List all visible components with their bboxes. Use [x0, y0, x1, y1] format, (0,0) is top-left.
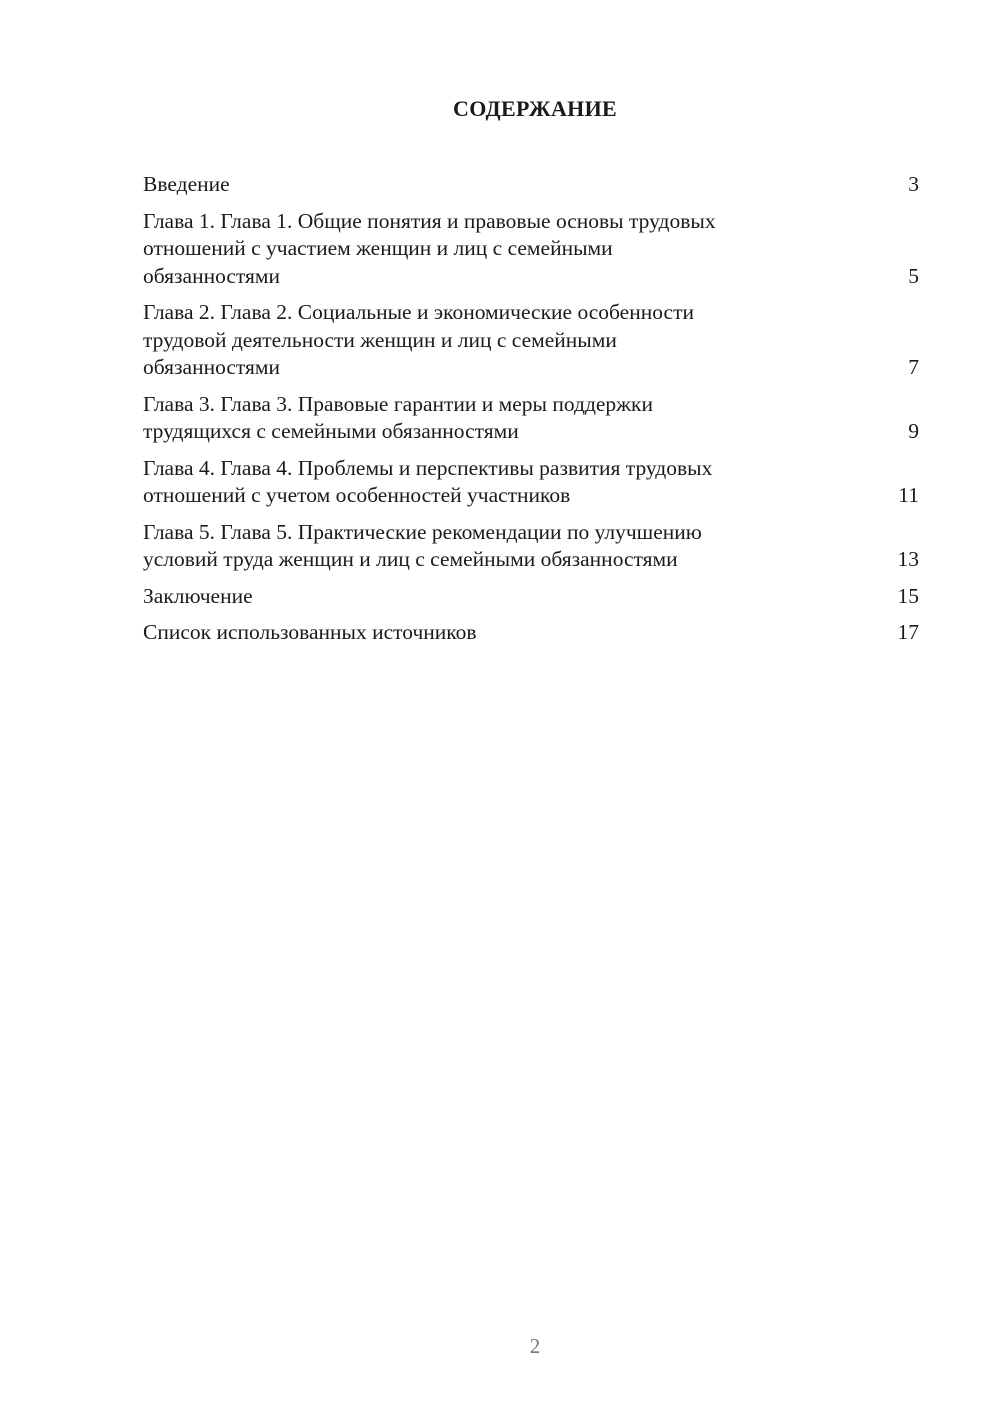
page-number: 2 — [529, 1334, 541, 1358]
toc-entry-page: 17 — [897, 620, 919, 644]
toc-entry-title: Список использованных источников — [143, 620, 477, 644]
toc-entry-chapter-1 — [143, 208, 919, 291]
toc-entry-title: Глава 2. Глава 2. Социальные и экономические особенности трудовой деятельности женщин и лиц с семейными обязанностями — [143, 300, 694, 379]
toc-entry-title: Глава 3. Глава 3. Правовые гарантии и меры поддержки трудящихся с семейными обязанностями — [143, 391, 653, 443]
toc-entry-chapter-3 — [143, 391, 919, 446]
toc-entry-page: 7 — [908, 355, 919, 379]
toc-entry-page: 5 — [908, 263, 919, 288]
toc-entry-title: Заключение — [143, 583, 253, 608]
toc-entry-page: 9 — [908, 419, 919, 443]
toc-entry-page: 15 — [897, 583, 919, 608]
toc-entry-chapter-4 — [143, 455, 919, 510]
toc-entry-chapter-5 — [143, 519, 919, 574]
toc-entry-title: Глава 4. Глава 4. Проблемы и перспективы развития трудовых отношений с учетом особенностей участников — [143, 455, 713, 507]
toc-entry-page: 3 — [908, 172, 919, 196]
toc-entry-references — [143, 619, 919, 647]
toc-entry-page: 11 — [898, 483, 919, 507]
toc-entry-title: Глава 5. Глава 5. Практические рекомендации по улучшению условий труда женщин и лиц с семейными обязанностями — [143, 519, 702, 571]
page-title: СОДЕРЖАНИЕ — [453, 96, 617, 121]
table-of-contents — [143, 171, 919, 656]
toc-entry-introduction — [143, 171, 919, 199]
toc-entry-title: Введение — [143, 172, 230, 196]
toc-entry-conclusion — [143, 583, 919, 611]
toc-entry-chapter-2 — [143, 299, 919, 382]
toc-entry-title: Глава 1. Глава 1. Общие понятия и правовые основы трудовых отношений с участием женщин и лиц с семейными обязанностями — [143, 208, 716, 288]
toc-entry-page: 13 — [897, 547, 919, 571]
